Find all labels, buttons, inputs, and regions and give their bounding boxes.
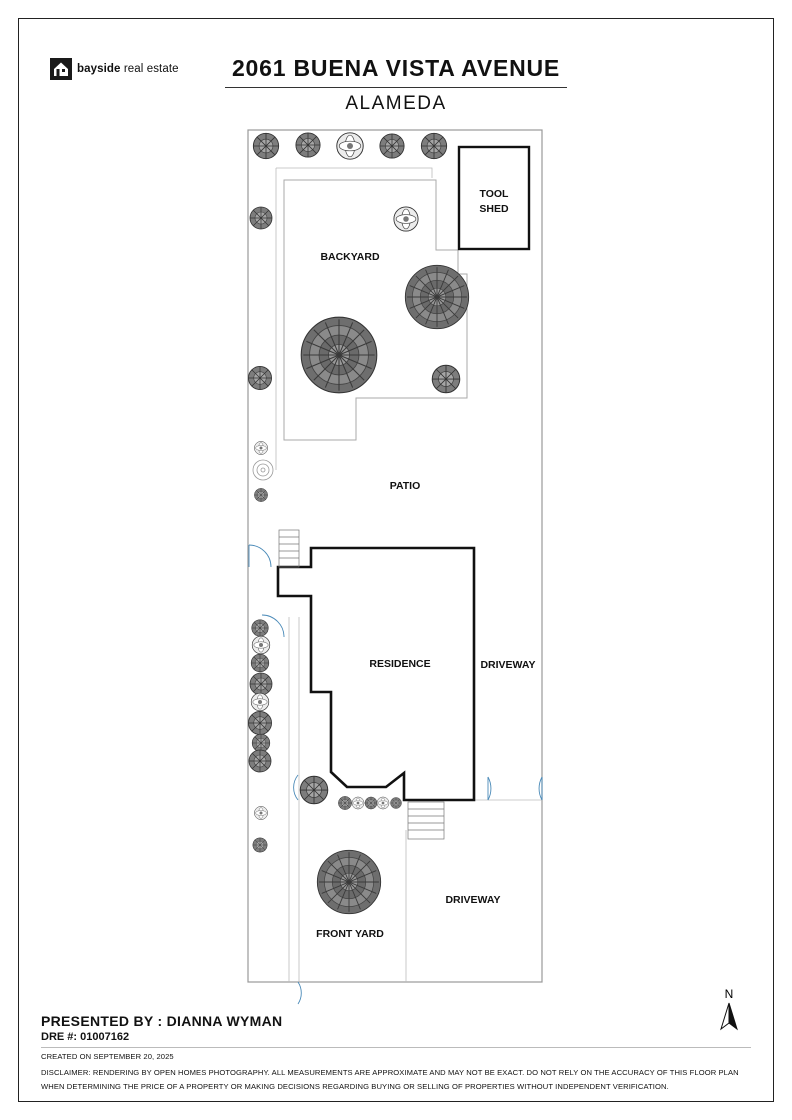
shrub-icon [300,776,328,804]
footer-divider [41,1047,751,1048]
large-tree-icon [317,850,380,913]
tool-shed-label-line2: SHED [479,203,509,215]
front-stairs [408,802,444,839]
shrub-icon [252,734,270,752]
patio-label: PATIO [389,480,421,492]
north-arrow-icon [718,986,748,1034]
shrub-icon [253,838,267,852]
backyard-label: BACKYARD [320,251,380,263]
residence-outline [278,548,474,800]
driveway-front-label: DRIVEWAY [445,894,501,906]
shrub-icon [252,620,269,637]
shrub-icon [249,750,271,772]
rear-stairs [279,530,299,567]
shrub-icon [254,488,267,501]
residence-label: RESIDENCE [369,658,431,670]
shrub-icon [253,133,278,158]
flower-icon [254,806,267,819]
flower-icon [352,797,364,809]
shrub-icon [391,798,402,809]
brand-name-rest: real estate [120,63,179,75]
shrub-icon [432,365,460,393]
walkway-gate [294,775,302,1004]
brand-name-bold: bayside [77,63,121,75]
shrub-icon [380,134,404,158]
shrub-icon [338,796,351,809]
property-address-title: 2061 BUENA VISTA AVENUE [231,55,561,81]
large-tree-icon [405,265,468,328]
disclaimer-text: DISCLAIMER: RENDERING BY OPEN HOMES PHOTOGRAPHY. ALL MEASUREMENTS ARE APPROXIMATE AND MAY NOT BE EXACT. DO NOT RELY ON THE ACCURACY OF THIS FLOOR PLAN WHEN DETERMINING THE PRICE OF A PROPERTY OR MAKING DECISIONS REGARDING BUYING OR SELLING OF PROPERTIES WITHOUT INDEPENDENT VERIFICATION. [41,1068,739,1091]
north-label: N [724,987,734,1001]
driveway-gate [488,777,542,800]
shrub-icon [365,797,377,809]
flower-icon [254,441,267,454]
created-date: CREATED ON SEPTEMBER 20, 2025 [41,1052,174,1061]
front-yard-label: FRONT YARD [316,928,384,940]
presented-by: PRESENTED BY : DIANNA WYMAN [41,1013,283,1029]
flower-icon [337,133,363,159]
shrub-icon [421,133,446,158]
large-tree-icon [301,317,377,393]
tool-shed-label-line1: TOOL [479,188,509,200]
flower-icon [252,636,270,654]
shrub-icon [296,133,320,157]
fountain-icon [253,460,273,480]
shrub-icon [251,654,269,672]
backyard-lawn-inner [276,168,432,300]
side-gate-rear [249,545,271,567]
flower-icon [394,207,418,231]
driveway-side-label: DRIVEWAY [480,659,536,671]
flower-icon [377,797,389,809]
shrub-icon [248,711,271,734]
property-city: ALAMEDA [345,93,447,114]
shrub-icon [250,673,272,695]
shrub-icon [248,366,271,389]
flower-icon [251,693,269,711]
shrub-icon [250,207,272,229]
dre-number: DRE #: 01007162 [41,1031,130,1043]
